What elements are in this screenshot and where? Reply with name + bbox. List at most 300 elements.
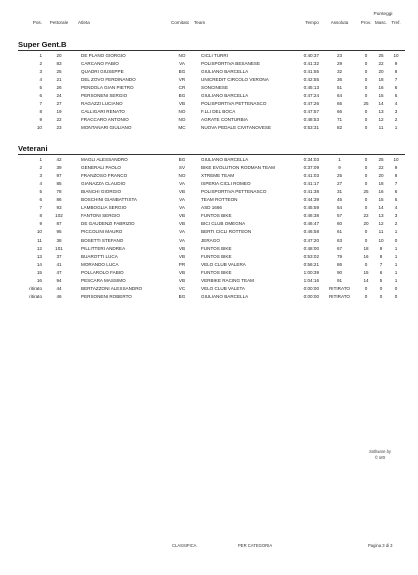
cell-prov: 0 <box>364 85 368 91</box>
cell-pos: 9 <box>39 221 42 227</box>
cell-team: ISPERIA CICLI ROMEO <box>201 181 251 187</box>
cell-team: CICLI TURRI <box>201 53 228 58</box>
cell-masc: 11 <box>378 229 384 235</box>
table-row <box>0 76 418 84</box>
cell-tempo: 0:53:31 <box>303 125 319 131</box>
cell-team: SONCINESE <box>201 85 229 91</box>
cell-pet: 20 <box>56 53 62 58</box>
cell-team: GIULIANO BARCELLA <box>201 293 249 299</box>
cell-team: GIULIANO BARCELLA <box>201 93 249 99</box>
cell-tempo: 0:47:57 <box>303 109 319 115</box>
cell-prov: 0 <box>364 181 368 187</box>
cell-team: POLISPORTIVA PETTENASCO <box>201 189 267 195</box>
cell-ath: CARCANO FABIO <box>81 61 119 67</box>
cell-tref: 3 <box>394 213 398 219</box>
cell-pet: 26 <box>56 85 62 91</box>
section-title: Super Gent.B <box>18 40 67 49</box>
table-row <box>0 52 418 60</box>
cell-team: FUNTOS BIKE <box>201 213 232 219</box>
cell-masc: 12 <box>378 221 384 227</box>
cell-masc: 20 <box>378 69 384 75</box>
cell-prov: 0 <box>364 261 368 267</box>
cell-pet: 97 <box>56 173 62 179</box>
cell-tempo: 0:46:38 <box>303 213 319 219</box>
cell-tempo: 0:45:59 <box>303 205 319 211</box>
cell-pos: 4 <box>39 181 42 187</box>
cell-ath: MAGLI ALESSANDRO <box>81 157 128 162</box>
table-row <box>0 261 418 269</box>
cell-com: VB <box>178 269 186 275</box>
cell-masc: 18 <box>378 181 384 187</box>
cell-ass: 65 <box>336 101 343 107</box>
cell-com: BG <box>178 157 186 162</box>
cell-team: ASD 1666 <box>201 205 222 211</box>
cell-team: NUOVA PEDALE CIVITANOVESE <box>201 125 272 131</box>
cell-ass: 1 <box>338 157 341 162</box>
cell-tref: 1 <box>394 125 398 131</box>
cell-tref: 10 <box>393 53 399 58</box>
cell-prov: 0 <box>364 77 368 83</box>
cell-ass: 61 <box>336 229 343 235</box>
footer-page-number: Pagina 3 di 3 <box>368 543 393 548</box>
cell-masc: 20 <box>378 173 384 179</box>
cell-com: BG <box>178 93 186 99</box>
cell-tref: 0 <box>394 293 398 299</box>
cell-ass: 51 <box>336 85 343 91</box>
cell-team: BICI CLUB OMEGNA <box>201 221 246 227</box>
cell-pos: 2 <box>39 165 42 171</box>
footer-per-categoria: PER CATEGORIA <box>238 543 273 548</box>
cell-tref: 2 <box>394 221 398 227</box>
cell-pos: 10 <box>36 229 42 235</box>
cell-com: VB <box>178 101 186 107</box>
cell-com: VB <box>178 189 186 195</box>
cell-tempo: 0:48:00 <box>303 245 319 251</box>
cell-tempo: 0:00:00 <box>303 285 319 291</box>
cell-tref: 7 <box>394 77 398 83</box>
cell-masc: 0 <box>379 285 383 291</box>
cell-tref: 1 <box>394 269 398 275</box>
cell-masc: 8 <box>379 253 383 259</box>
header-atleta: Atleta <box>78 20 90 25</box>
cell-team: FUNTOS BIKE <box>201 253 232 259</box>
cell-prov: 0 <box>364 69 368 75</box>
cell-pet: 87 <box>56 221 62 227</box>
cell-tempo: 0:41:17 <box>303 181 319 187</box>
cell-pos: 9 <box>39 117 42 123</box>
cell-com: PR <box>178 261 186 267</box>
cell-ath: MORANDO LUCA <box>81 261 119 267</box>
cell-ath: BERTAZZONI ALESSANDRO <box>81 285 143 291</box>
cell-pet: 47 <box>56 269 62 275</box>
cell-pos: 5 <box>39 189 42 195</box>
header-pettorale: Pettorale <box>49 20 69 25</box>
cell-prov: 0 <box>364 117 368 123</box>
cell-prov: 0 <box>364 109 368 115</box>
cell-pos: 11 <box>37 237 42 243</box>
cell-com: VA <box>179 61 185 67</box>
cell-ass: 82 <box>336 125 343 131</box>
cell-prov: 16 <box>363 253 369 259</box>
cell-tref: 1 <box>394 245 398 251</box>
cell-ath: CALLIGARI RENATO <box>81 109 125 115</box>
cell-ass: 54 <box>336 205 343 211</box>
cell-ass: 60 <box>336 221 343 227</box>
cell-tref: 2 <box>394 117 398 123</box>
cell-tempo: 0:41:38 <box>303 189 319 195</box>
cell-masc: 9 <box>379 245 383 251</box>
table-row <box>0 92 418 100</box>
cell-pet: 41 <box>56 261 62 267</box>
header-pos: Pos. <box>32 20 42 25</box>
cell-ath: LAMBOGLIA SERGIO <box>81 205 127 211</box>
cell-com: VA <box>179 197 185 203</box>
cell-ass: 90 <box>336 269 343 275</box>
cell-tempo: 0:47:26 <box>303 101 319 107</box>
header-team: Team <box>194 20 206 25</box>
cell-team: AGRATE CONTURBIA <box>201 117 248 123</box>
cell-team: VELO CLUB VALERA <box>201 261 246 267</box>
header-masc: Masc. <box>374 20 388 25</box>
cell-ath: BUAROTTI LUCA <box>81 253 118 259</box>
cell-pet: 83 <box>56 61 62 67</box>
cell-pet: 95 <box>56 229 62 235</box>
cell-pos: 14 <box>36 261 42 267</box>
cell-ass: 23 <box>336 53 343 58</box>
cell-team: UNICREDIT CIRCOLO VERONA <box>201 77 269 83</box>
cell-ath: FANTONI SERGIO <box>81 213 120 219</box>
table-row <box>0 172 418 180</box>
cell-pos: 4 <box>39 77 42 83</box>
cell-ath: PILLITTERI ANDREA <box>81 245 126 251</box>
cell-ath: FRANZOSO FRANCO <box>81 173 128 179</box>
cell-pos: 8 <box>39 109 42 115</box>
column-header-row <box>0 19 418 27</box>
cell-team: TEAM ROTTEON <box>201 197 238 203</box>
table-row <box>0 237 418 245</box>
cell-team: GIULIANO BARCELLA <box>201 157 249 162</box>
cell-ath: BOSETTI STEFANO <box>81 237 124 243</box>
cell-masc: 5 <box>379 277 383 283</box>
cell-masc: 12 <box>378 117 384 123</box>
cell-pos: 12 <box>36 245 42 251</box>
table-row <box>0 180 418 188</box>
cell-com: NO <box>178 117 186 123</box>
cell-tref: 3 <box>394 109 398 115</box>
cell-tref: 7 <box>394 181 398 187</box>
cell-ath: POLLAROLO FABIO <box>81 269 124 275</box>
table-row <box>0 156 418 164</box>
cell-ath: PESCARA MASSIMO <box>81 277 126 283</box>
cell-com: VB <box>178 253 186 259</box>
cell-prov: 0 <box>364 237 368 243</box>
cell-masc: 15 <box>378 197 384 203</box>
cell-ass: 31 <box>336 189 343 195</box>
cell-tref: 0 <box>394 237 398 243</box>
cell-ass: 71 <box>336 117 343 123</box>
software-line-2: © MS <box>374 455 386 460</box>
cell-pet: 37 <box>56 253 62 259</box>
cell-masc: 11 <box>378 125 384 131</box>
cell-tempo: 0:48:53 <box>303 117 319 123</box>
cell-tempo: 0:46:47 <box>303 221 319 227</box>
cell-tempo: 0:53:02 <box>303 253 319 259</box>
cell-prov: 0 <box>364 205 368 211</box>
cell-prov: 0 <box>364 53 368 58</box>
cell-ass: 79 <box>336 253 343 259</box>
software-credit <box>360 449 400 461</box>
cell-pet: 101 <box>55 245 63 251</box>
header-prov: Prov. <box>360 20 372 25</box>
cell-masc: 18 <box>378 77 384 83</box>
cell-pet: 21 <box>56 77 62 83</box>
cell-pet: 38 <box>56 237 62 243</box>
table-row <box>0 68 418 76</box>
cell-masc: 13 <box>378 109 384 115</box>
cell-tref: 4 <box>394 101 398 107</box>
table-row <box>0 212 418 220</box>
cell-pet: 46 <box>56 293 62 299</box>
cell-tref: 5 <box>394 93 398 99</box>
cell-tref: 1 <box>394 253 398 259</box>
cell-pos: 6 <box>39 93 42 99</box>
cell-ath: RAGAZZI LUCIANO <box>81 101 123 107</box>
cell-prov: 20 <box>363 221 369 227</box>
cell-ass: 9 <box>338 165 341 171</box>
table-row <box>0 100 418 108</box>
cell-masc: 13 <box>378 213 384 219</box>
cell-masc: 0 <box>379 293 383 299</box>
cell-ath: GENERALI PAOLO <box>81 165 121 171</box>
software-line-1: Software by <box>368 449 392 454</box>
table-row <box>0 188 418 196</box>
cell-pos: 1 <box>39 157 42 162</box>
cell-tref: 10 <box>393 157 399 162</box>
cell-pet: 86 <box>56 197 62 203</box>
cell-tempo: 0:00:00 <box>303 293 319 299</box>
cell-ass: 27 <box>336 181 343 187</box>
cell-ath: DE PLANO GIORGIO <box>81 53 126 58</box>
cell-ath: PERSONENI ROBERTO <box>81 293 132 299</box>
cell-pos: 10 <box>36 125 42 131</box>
cell-com: VB <box>178 213 186 219</box>
cell-com: VR <box>178 77 186 83</box>
cell-tref: 0 <box>394 285 398 291</box>
cell-tempo: 1:04:16 <box>303 277 319 283</box>
table-row <box>0 220 418 228</box>
cell-tref: 5 <box>394 197 398 203</box>
cell-tref: 4 <box>394 205 398 211</box>
cell-com: NO <box>178 173 186 179</box>
section-divider <box>18 50 405 51</box>
cell-tempo: 0:42:55 <box>303 77 319 83</box>
cell-ass: RITIRATO <box>328 285 350 291</box>
cell-tempo: 0:41:03 <box>303 173 319 179</box>
cell-masc: 22 <box>378 61 384 67</box>
cell-masc: 14 <box>378 101 384 107</box>
cell-prov: 14 <box>363 277 369 283</box>
cell-pet: 39 <box>56 165 62 171</box>
cell-com: VB <box>178 221 186 227</box>
cell-pet: 25 <box>56 69 62 75</box>
cell-prov: 18 <box>363 245 369 251</box>
cell-tref: 6 <box>394 189 398 195</box>
cell-tempo: 0:46:58 <box>303 229 319 235</box>
cell-masc: 6 <box>379 269 383 275</box>
cell-prov: 25 <box>363 189 369 195</box>
cell-team: POLISPORTIVA BESANESE <box>201 61 261 67</box>
cell-prov: 0 <box>364 173 368 179</box>
cell-team: POLISPORTIVA PETTENASCO <box>201 101 267 107</box>
cell-pet: 44 <box>56 285 62 291</box>
cell-ath: PERSONENI SERGIO <box>81 93 128 99</box>
cell-ath: MONTANARI GIULIANO <box>81 125 132 131</box>
header-comitato: Comitato <box>171 20 190 25</box>
cell-team: GIULIANO BARCELLA <box>201 69 249 75</box>
table-row <box>0 84 418 92</box>
cell-pet: 27 <box>56 101 62 107</box>
cell-prov: 0 <box>364 285 368 291</box>
cell-tempo: 0:41:55 <box>303 69 319 75</box>
section-divider <box>18 154 405 155</box>
cell-prov: 0 <box>364 293 368 299</box>
table-row <box>0 116 418 124</box>
cell-masc: 25 <box>378 157 384 162</box>
cell-pos: 2 <box>39 61 42 67</box>
cell-com: VB <box>178 277 186 283</box>
cell-masc: 7 <box>379 261 383 267</box>
cell-ass: 32 <box>336 69 343 75</box>
cell-tref: 9 <box>394 61 398 67</box>
cell-pet: 93 <box>56 205 62 211</box>
cell-tempo: 0:47:24 <box>303 93 319 99</box>
cell-com: CR <box>178 85 186 91</box>
cell-tref: 1 <box>394 277 398 283</box>
cell-pos: 3 <box>39 69 42 75</box>
cell-pet: 85 <box>56 181 62 187</box>
cell-pos: ritirato <box>29 293 42 299</box>
cell-pos: 5 <box>39 85 42 91</box>
cell-com: VA <box>179 237 185 243</box>
cell-tempo: 0:41:32 <box>303 61 319 67</box>
header-tempo: Tempo <box>305 20 319 25</box>
cell-tempo: 0:34:03 <box>303 157 319 162</box>
cell-masc: 22 <box>378 165 384 171</box>
cell-tref: 1 <box>394 229 398 235</box>
table-row <box>0 228 418 236</box>
cell-ath: BIANCHI GIORGIO <box>81 189 122 195</box>
cell-tempo: 0:47:20 <box>303 237 319 243</box>
cell-com: VB <box>178 245 186 251</box>
cell-ass: 91 <box>336 277 343 283</box>
cell-com: MC <box>178 125 186 131</box>
cell-ass: 29 <box>336 61 343 67</box>
cell-pet: 94 <box>56 277 62 283</box>
cell-masc: 14 <box>378 205 384 211</box>
cell-tref: 6 <box>394 85 398 91</box>
cell-prov: 15 <box>363 269 369 275</box>
table-row <box>0 196 418 204</box>
cell-ass: 86 <box>336 261 343 267</box>
cell-prov: 0 <box>364 157 368 162</box>
cell-pos: ritirato <box>29 285 42 291</box>
cell-prov: 0 <box>364 125 368 131</box>
section-title: Veterani <box>18 144 48 153</box>
cell-team: FUNTOS BIKE <box>201 245 232 251</box>
cell-team: F.LLI DEL BOCA <box>201 109 236 115</box>
cell-ass: 63 <box>336 237 343 243</box>
cell-tref: 8 <box>394 69 398 75</box>
cell-pos: 15 <box>36 269 42 275</box>
cell-masc: 25 <box>378 53 384 58</box>
cell-ath: PICCOLINI MAURO <box>81 229 123 235</box>
cell-ass: 25 <box>336 173 343 179</box>
cell-ath: BOSCHINI GIANBATTISTA <box>81 197 137 203</box>
cell-team: JERAGO <box>201 237 220 243</box>
cell-team: FUNTOS BIKE <box>201 269 232 275</box>
cell-tref: 9 <box>394 165 398 171</box>
cell-tempo: 0:44:39 <box>303 197 319 203</box>
cell-ath: FRACCARO ANTONIO <box>81 117 129 123</box>
cell-com: NO <box>178 109 186 115</box>
table-row <box>0 285 418 293</box>
cell-pos: 8 <box>39 213 42 219</box>
cell-team: VELO CLUB VALETA <box>201 285 245 291</box>
cell-com: BG <box>178 69 186 75</box>
cell-pos: 3 <box>39 173 42 179</box>
cell-team: VERBIKE RACING TEAM <box>201 277 255 283</box>
cell-pet: 19 <box>56 109 62 115</box>
cell-ass: 64 <box>336 93 343 99</box>
table-row <box>0 124 418 132</box>
cell-pos: 7 <box>39 205 42 211</box>
cell-masc: 16 <box>378 85 384 91</box>
cell-ass: 66 <box>336 109 343 115</box>
cell-pos: 6 <box>39 197 42 203</box>
cell-com: SV <box>178 165 186 171</box>
cell-ass: RITIRATO <box>328 293 350 299</box>
cell-pos: 13 <box>36 253 42 259</box>
table-row <box>0 204 418 212</box>
cell-pos: 16 <box>36 277 42 283</box>
cell-team: XTREME TEAM <box>201 173 235 179</box>
cell-tref: 8 <box>394 173 398 179</box>
cell-ath: PENDOLA GIAN PIETRO <box>81 85 134 91</box>
cell-tempo: 0:37:09 <box>303 165 319 171</box>
punteggi-label: Punteggi <box>373 12 393 17</box>
header-tref: Tref. <box>391 20 401 25</box>
table-row <box>0 245 418 253</box>
cell-tempo: 0:56:21 <box>303 261 319 267</box>
cell-ath: GIANAZZA CLAUDIO <box>81 181 126 187</box>
cell-com: NO <box>178 53 186 58</box>
cell-prov: 0 <box>364 165 368 171</box>
table-row <box>0 253 418 261</box>
cell-tempo: 0:40:37 <box>303 53 319 58</box>
cell-com: VA <box>179 205 185 211</box>
table-row <box>0 293 418 301</box>
cell-ass: 67 <box>336 245 343 251</box>
footer-classifica: CLASSIFICA <box>172 543 197 548</box>
cell-team: BIKE EVOLUTION RODMAN TEAM <box>201 165 275 171</box>
cell-team: BERTI CICLI ROTTEON <box>201 229 252 235</box>
cell-prov: 0 <box>364 61 368 67</box>
cell-ath: DEL ZOVO FERDINANDO <box>81 77 136 83</box>
cell-prov: 22 <box>363 213 369 219</box>
cell-ath: QUADRI GIUSEPPE <box>81 69 124 75</box>
cell-ass: 45 <box>336 197 343 203</box>
cell-com: VA <box>179 181 185 187</box>
